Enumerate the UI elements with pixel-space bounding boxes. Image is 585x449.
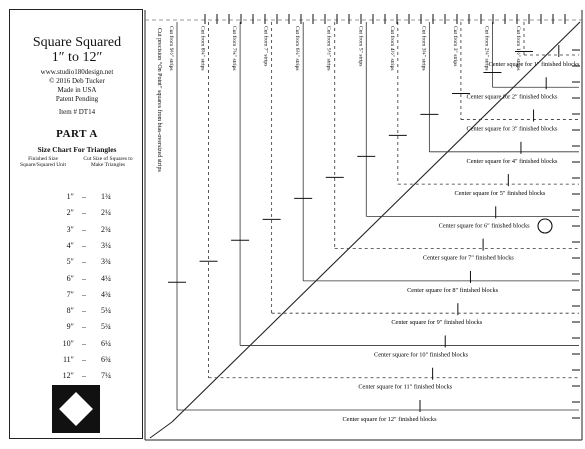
strip-label: Cut from 7″ strips: [262, 26, 269, 67]
strip-label: Cut from 8¾″ strips: [199, 26, 206, 71]
strip-label: Cut from 3¾″ strips: [420, 26, 427, 71]
center-label: Center square for 6″ finished blocks: [438, 222, 530, 230]
row-dash: –: [82, 240, 86, 250]
finished-size: 4″: [66, 240, 74, 250]
center-label: Center square for 9″ finished blocks: [391, 319, 483, 327]
finished-size: 7″: [66, 289, 74, 299]
finished-size: 12″: [62, 371, 74, 381]
product-title: Square Squared: [32, 35, 122, 50]
finished-size: 5″: [66, 257, 74, 267]
cut-size: 3¼: [101, 240, 111, 250]
cut-size: 4¾: [101, 289, 111, 299]
product-size-range: 1″ to 12″: [51, 50, 103, 65]
strip-label: Cut from 5½″ strips: [325, 26, 332, 71]
strip-label: Cut from 1½″ strips: [515, 26, 521, 71]
finished-size: 1″: [66, 192, 74, 201]
strip-label: Cut from 4½″ strips: [388, 26, 395, 71]
copyright-text: © 2016 Deb Tucker: [49, 77, 105, 85]
center-label: Center square for 11″ finished blocks: [358, 383, 453, 391]
strip-label: Cut from 3″ strips: [451, 26, 458, 67]
row-dash: –: [82, 224, 86, 234]
row-dash: –: [82, 192, 86, 201]
center-label: Center square for 1″ finished blocks: [488, 61, 580, 68]
row-dash: –: [82, 355, 86, 364]
finished-size: 11″: [62, 355, 74, 364]
cut-size: 5¼: [101, 306, 111, 316]
cut-size: 2¼: [101, 208, 111, 218]
row-dash: –: [82, 289, 86, 299]
patent-text: Patent Pending: [55, 95, 99, 103]
row-dash: –: [82, 322, 86, 332]
center-label: Center square for 10″ finished blocks: [374, 351, 469, 359]
center-label: Center square for 4″ finished blocks: [466, 157, 558, 165]
finished-size: 10″: [62, 338, 74, 348]
center-label: Center square for 12″ finished blocks: [342, 416, 437, 423]
strip-label: Cut from 5″ strips: [357, 26, 364, 67]
row-dash: –: [82, 208, 86, 218]
alignment-circle: [538, 219, 552, 233]
made-in-text: Made in USA: [57, 86, 97, 94]
cut-size: 1¾: [101, 192, 111, 201]
center-label: Center square for 5″ finished blocks: [454, 190, 546, 198]
strip-label: Cut from 6¼″ strips: [294, 26, 301, 71]
finished-size: 8″: [66, 306, 74, 316]
part-label: PART A: [56, 128, 98, 140]
cut-size: 6¾: [101, 355, 111, 364]
strip-label: Cut from 2¼″ strips: [483, 26, 490, 71]
row-dash: –: [82, 338, 86, 348]
precision-label: Cut precision “On Point” squares from bias-oversized strips: [156, 28, 162, 172]
column-header-finished: Finished Size Square/Squared Unit: [20, 156, 66, 169]
cut-size: 5¾: [101, 322, 111, 332]
center-label: Center square for 2″ finished blocks: [466, 93, 558, 101]
strip-label: Cut from 7¾″ strips: [231, 26, 238, 71]
bias-diagonal-tail: [150, 422, 172, 438]
center-label: Center square for 3″ finished blocks: [466, 125, 558, 133]
center-label: Center square for 7″ finished blocks: [422, 254, 514, 262]
item-number: Item # DT14: [58, 108, 96, 116]
row-dash: –: [82, 273, 86, 283]
finished-size: 9″: [66, 322, 74, 332]
row-dash: –: [82, 306, 86, 316]
cut-size: 2¾: [101, 224, 111, 234]
size-chart-title: Size Chart For Triangles: [37, 145, 117, 154]
column-header-cut: Cut Size of Squares to Make Triangles: [83, 156, 133, 169]
row-dash: –: [82, 371, 86, 381]
cut-size: 4¼: [101, 273, 111, 283]
finished-size: 2″: [66, 208, 74, 218]
strip-label: Cut from 9½″ strips: [168, 26, 174, 71]
cut-size: 7¼: [101, 371, 111, 381]
row-dash: –: [82, 257, 86, 267]
center-label: Center square for 8″ finished blocks: [407, 286, 499, 294]
finished-size: 6″: [66, 273, 74, 283]
cut-size: 6¼: [101, 338, 111, 348]
finished-size: 3″: [66, 224, 74, 234]
cut-size: 3¾: [101, 257, 111, 267]
website-text: www.studio180design.net: [40, 68, 114, 76]
